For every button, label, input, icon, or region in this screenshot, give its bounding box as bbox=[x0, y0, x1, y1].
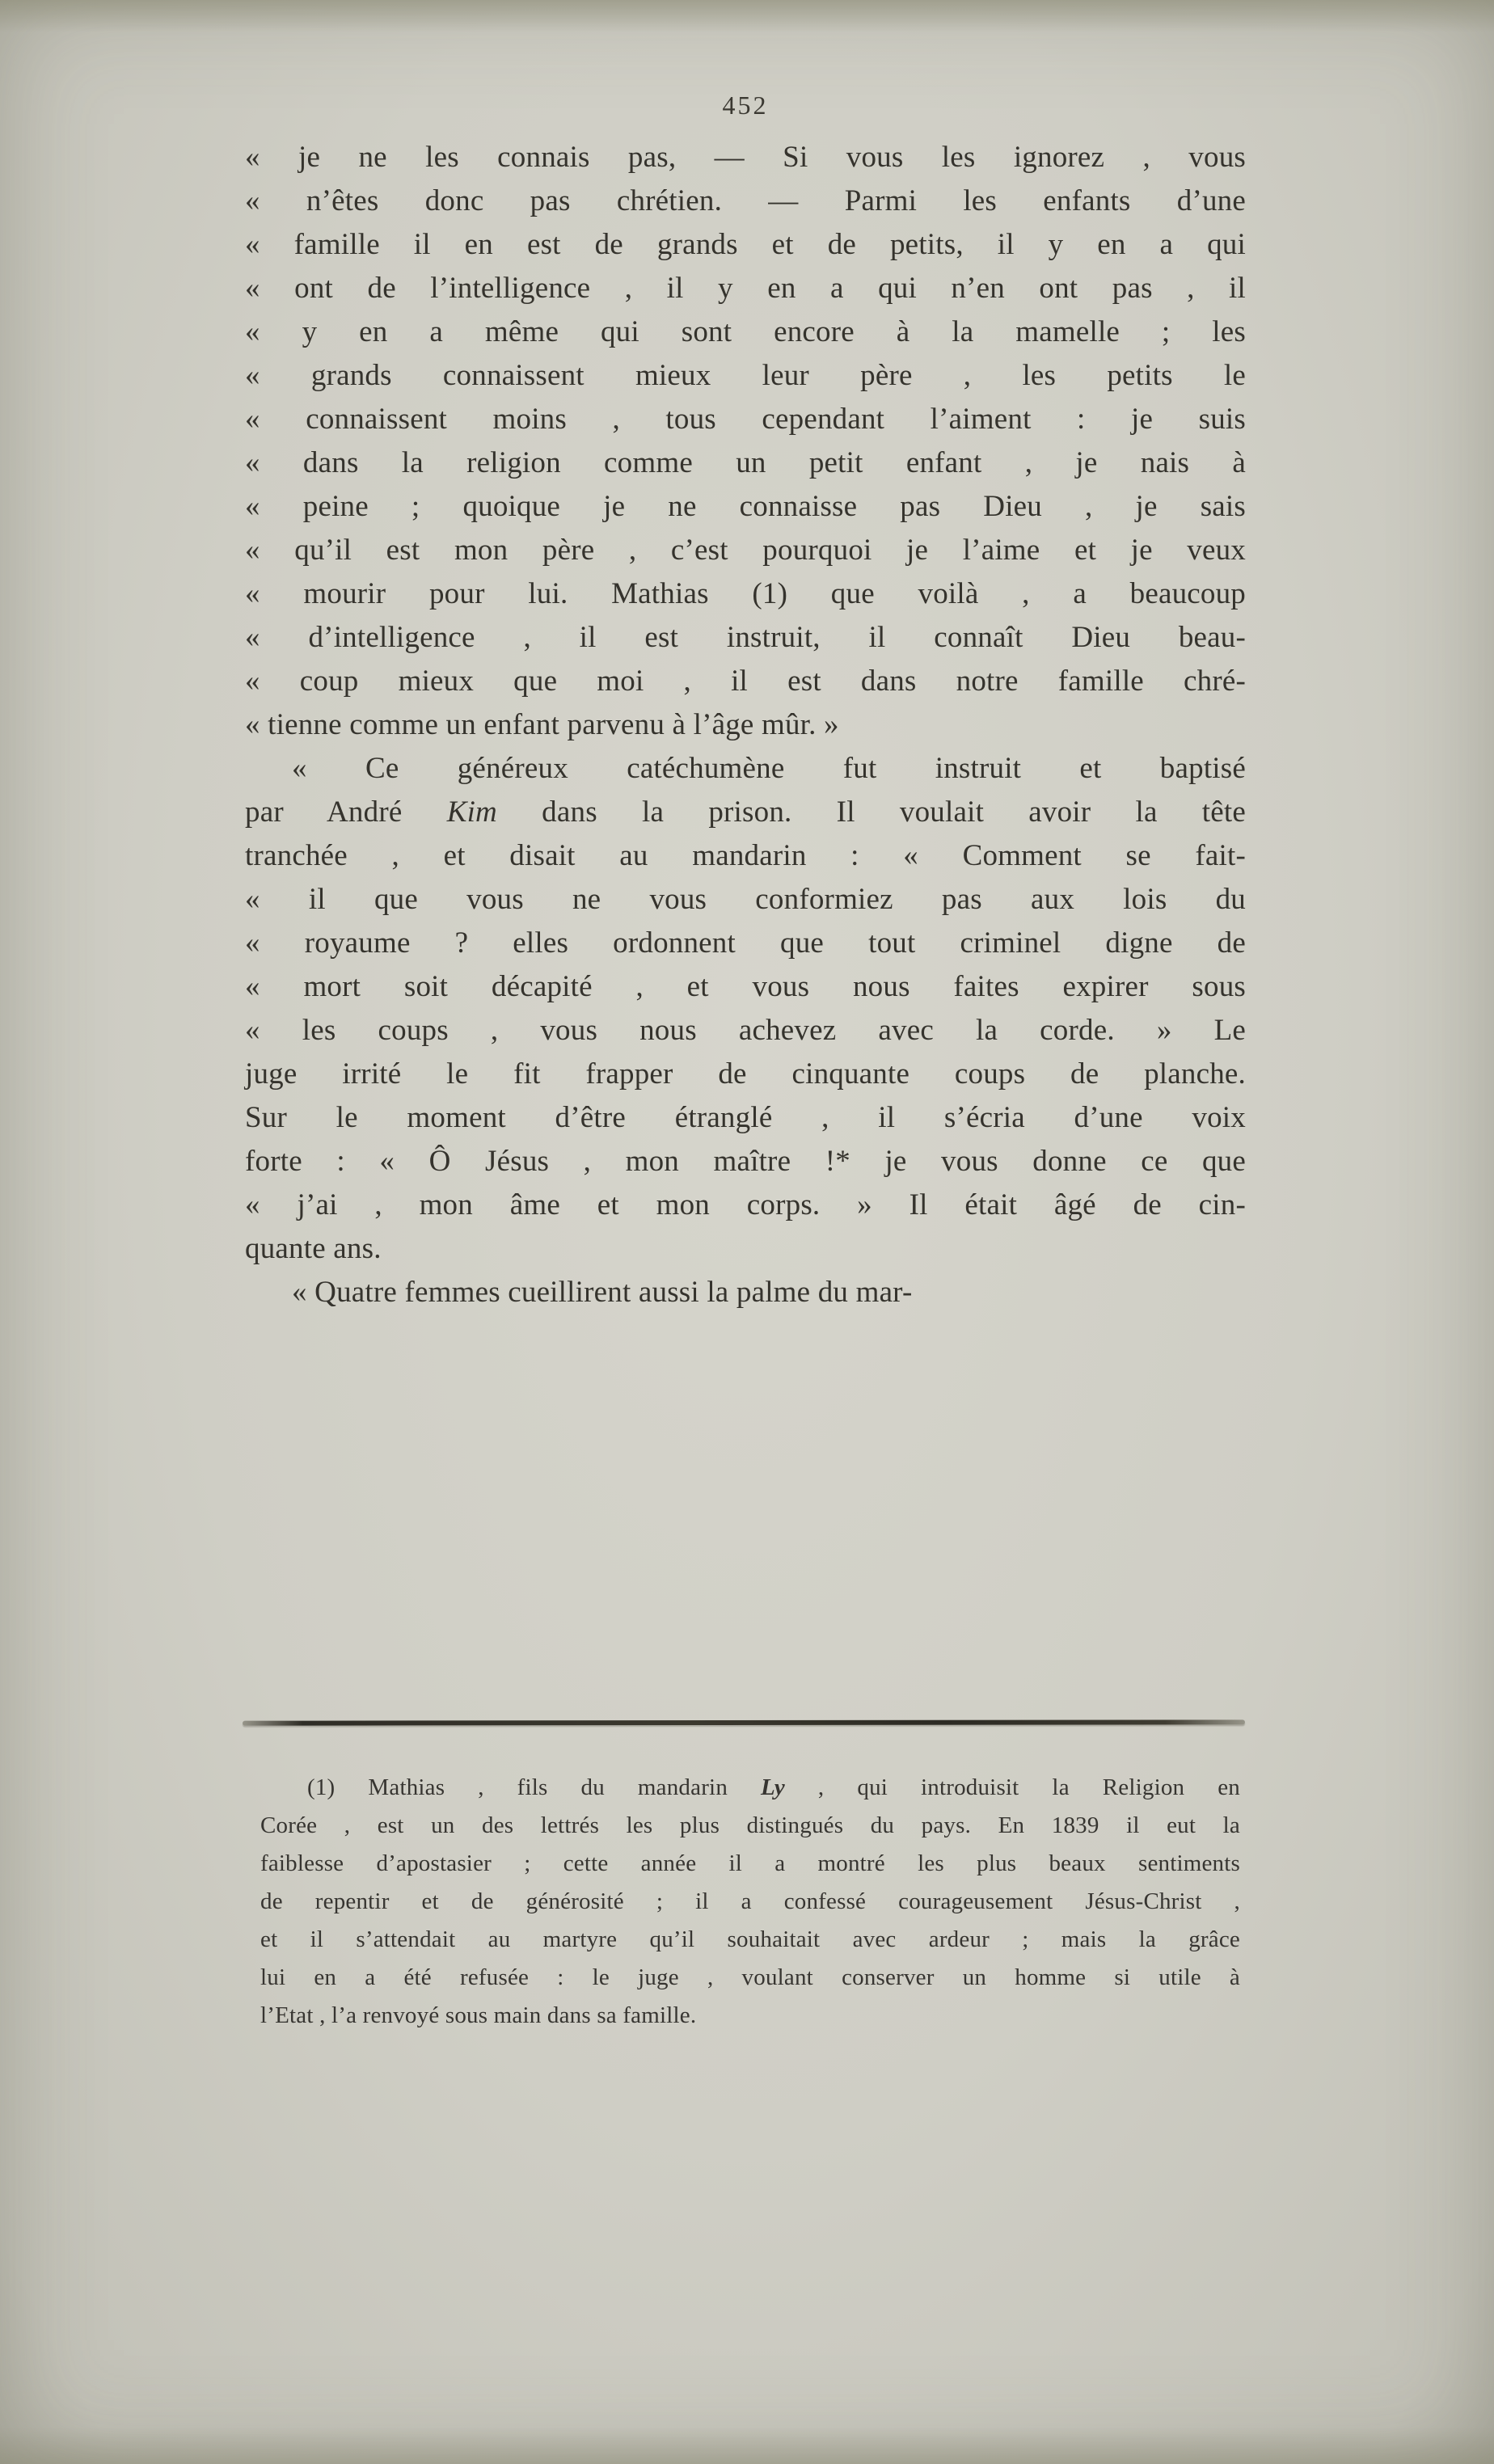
text-line-segment: « peine ; quoique je ne connaisse pas Dieu , je sais bbox=[245, 490, 1246, 523]
text-line-segment: « Ce généreux catéchumène fut instruit et baptisé bbox=[292, 752, 1246, 785]
text-line bbox=[245, 922, 1246, 965]
text-line bbox=[245, 485, 1246, 529]
text-line-segment: « coup mieux que moi , il est dans notre famille chré- bbox=[245, 665, 1246, 698]
text-line-segment: « y en a même qui sont encore à la mamelle ; les bbox=[245, 315, 1246, 348]
footnote-divider bbox=[243, 1719, 1245, 1725]
main-text bbox=[245, 136, 1246, 1314]
text-line bbox=[245, 878, 1246, 922]
text-line-segment: « mourir pour lui. Mathias (1) que voilà , a beaucoup bbox=[245, 577, 1246, 610]
text-line bbox=[245, 267, 1246, 310]
text-line-segment: juge irrité le fit frapper de cinquante coups de planche. bbox=[245, 1057, 1246, 1091]
text-line bbox=[245, 1096, 1246, 1140]
text-line-segment: « les coups , vous nous achevez avec la corde. » Le bbox=[245, 1014, 1246, 1047]
text-line-segment: « j’ai , mon âme et mon corps. » Il était âgé de cin- bbox=[245, 1188, 1246, 1221]
text-line bbox=[245, 398, 1246, 441]
footnote-line bbox=[260, 1845, 1240, 1883]
footnote-line bbox=[260, 1997, 1240, 2035]
text-line bbox=[245, 1183, 1246, 1227]
text-line bbox=[245, 703, 1246, 747]
text-line-segment: « il que vous ne vous conformiez pas aux lois du bbox=[245, 883, 1246, 916]
text-line-segment: par André bbox=[245, 795, 447, 829]
text-line-segment: forte : « Ô Jésus , mon maître !* je vous donne ce que bbox=[245, 1145, 1246, 1178]
footnote-line-segment: Ly bbox=[761, 1774, 785, 1800]
text-line bbox=[245, 223, 1246, 267]
text-line bbox=[245, 179, 1246, 223]
text-line-segment: Kim bbox=[446, 795, 497, 829]
footnote-line bbox=[260, 1807, 1240, 1845]
text-line bbox=[245, 1009, 1246, 1053]
text-line bbox=[245, 965, 1246, 1009]
text-line bbox=[245, 616, 1246, 660]
footnote-line-segment: (1) Mathias , fils du mandarin bbox=[307, 1774, 762, 1800]
text-line-segment: « ont de l’intelligence , il y en a qui n’en ont pas , il bbox=[245, 272, 1246, 305]
text-line bbox=[245, 572, 1246, 616]
text-line bbox=[245, 354, 1246, 398]
text-line bbox=[245, 310, 1246, 354]
text-line-segment: « grands connaissent mieux leur père , les petits le bbox=[245, 359, 1246, 392]
text-line-segment: « tienne comme un enfant parvenu à l’âge mûr. » bbox=[245, 708, 839, 741]
footnote-line bbox=[260, 1883, 1240, 1921]
text-line-segment: « n’êtes donc pas chrétien. — Parmi les enfants d’une bbox=[245, 184, 1246, 217]
text-line-segment: « qu’il est mon père , c’est pourquoi je l’aime et je veux bbox=[245, 534, 1246, 567]
footnote-line bbox=[260, 1921, 1240, 1959]
footnote-line-segment: , qui introduisit la Religion en bbox=[784, 1774, 1241, 1800]
text-line bbox=[245, 1227, 1246, 1271]
text-line-segment: « dans la religion comme un petit enfant , je nais à bbox=[245, 446, 1246, 479]
text-line bbox=[245, 834, 1246, 878]
page-number: 452 bbox=[722, 91, 769, 120]
footnote-line bbox=[260, 1959, 1240, 1997]
text-line bbox=[245, 441, 1246, 485]
text-line-segment: « mort soit décapité , et vous nous faites expirer sous bbox=[245, 970, 1246, 1003]
text-line-segment: « famille il en est de grands et de petits, il y en a qui bbox=[245, 228, 1246, 261]
footnote-line-segment: faiblesse d’apostasier ; cette année il a montré les plus beaux sentiments bbox=[260, 1850, 1240, 1876]
text-line-segment: « royaume ? elles ordonnent que tout criminel digne de bbox=[245, 926, 1246, 960]
text-line-segment: quante ans. bbox=[245, 1232, 382, 1265]
footnote-line-segment: lui en a été refusée : le juge , voulant conserver un homme si utile à bbox=[260, 1964, 1240, 1990]
text-line bbox=[245, 660, 1246, 703]
text-line bbox=[245, 1140, 1246, 1183]
text-line bbox=[245, 1271, 1246, 1314]
text-line-segment: « connaissent moins , tous cependant l’aiment : je suis bbox=[245, 403, 1246, 436]
footnote-line-segment: de repentir et de générosité ; il a confessé courageusement Jésus-Christ , bbox=[260, 1888, 1240, 1914]
footnote-line bbox=[260, 1769, 1240, 1807]
text-line bbox=[245, 791, 1246, 834]
footnote-line-segment: et il s’attendait au martyre qu’il souhaitait avec ardeur ; mais la grâce bbox=[260, 1926, 1240, 1952]
text-line-segment: Sur le moment d’être étranglé , il s’écria d’une voix bbox=[245, 1101, 1246, 1134]
text-line bbox=[245, 747, 1246, 791]
footnote-line-segment: Corée , est un des lettrés les plus distingués du pays. En 1839 il eut la bbox=[260, 1812, 1240, 1838]
text-line bbox=[245, 1053, 1246, 1096]
text-line-segment: tranchée , et disait au mandarin : « Comment se fait- bbox=[245, 839, 1246, 872]
text-line-segment: « Quatre femmes cueillirent aussi la palme du mar- bbox=[292, 1276, 913, 1309]
text-line-segment: « je ne les connais pas, — Si vous les ignorez , vous bbox=[245, 141, 1246, 174]
text-line bbox=[245, 136, 1246, 179]
text-line-segment: dans la prison. Il voulait avoir la tête bbox=[496, 795, 1246, 829]
text-line bbox=[245, 529, 1246, 572]
text-line-segment: « d’intelligence , il est instruit, il connaît Dieu beau- bbox=[245, 621, 1246, 654]
footnote-line-segment: l’Etat , l’a renvoyé sous main dans sa famille. bbox=[260, 2002, 697, 2028]
footnote bbox=[260, 1769, 1240, 2035]
